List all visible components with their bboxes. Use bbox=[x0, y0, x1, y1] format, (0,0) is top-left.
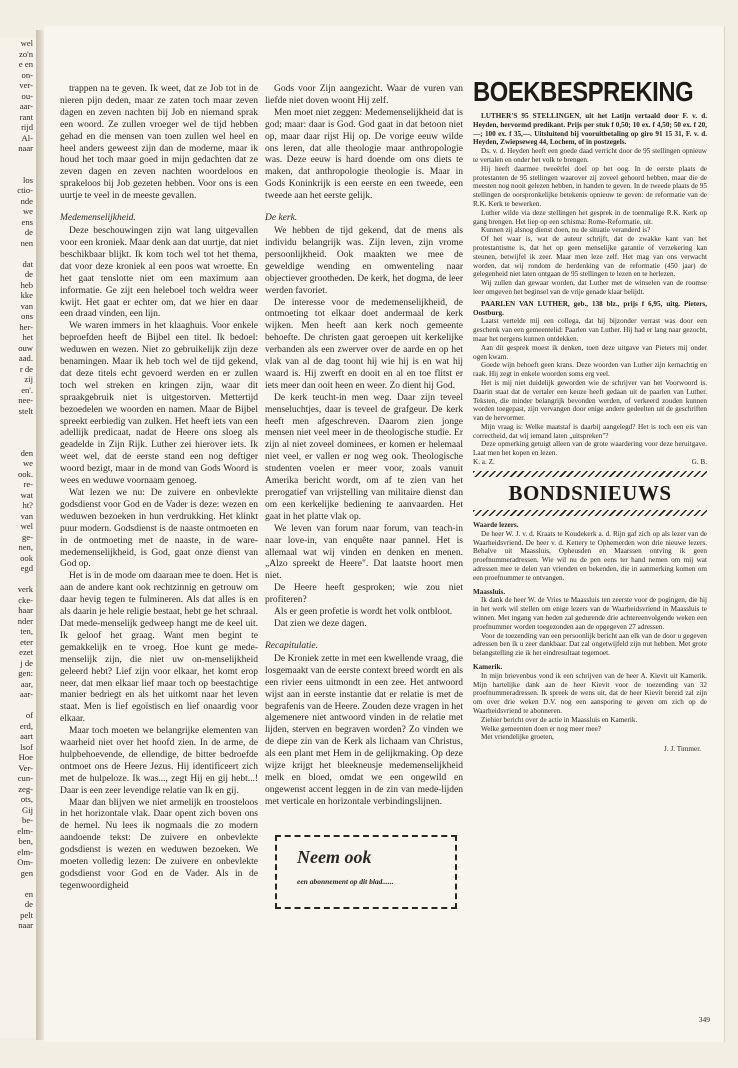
advert-tagline: een abonnement op dit blad...... bbox=[297, 876, 394, 886]
review-paragraph: Kunnen zij alsnog dienst doen, nu de situatie veranderd is? bbox=[481, 226, 651, 235]
previous-page-fragment: Om- bbox=[17, 857, 33, 867]
review-paragraph: Hij heeft daarmee tweeërlei doel op het oog. In de eerste plaats de protestanten de 95 stellingen waarover zij zoveel gehoord hebben, maar die de meesten nog nooit gelezen hebben, in handen te geven. In de tweede plaats de 95 stellingen de oorspronkelijke betekenis opnieuw te geven: de reformatie van de R.K. Kerk te bewerken. bbox=[473, 164, 707, 208]
review-paragraph: Of het waar is, wat de auteur schrijft, dat de zwakke kant van het protestantisme is, dat het op geen menselijke garantie of verzekering kan steunen, betwijfel ik zeer. Maar men leze zelf. Het mag van ons verwacht worden, dat wij rondom de herdenking van de reformatie (450 jaar) de gelegenheid niet laten ontgaan de 95 stellingen te lezen en te herlezen. bbox=[473, 235, 707, 279]
book-gutter bbox=[36, 30, 44, 1040]
magazine-page bbox=[44, 26, 724, 1042]
previous-page-fragment bbox=[0, 416, 36, 427]
previous-page-fragment: aart bbox=[20, 731, 33, 741]
previous-page-fragment: erd, bbox=[19, 720, 33, 731]
previous-page-fragment: ver- bbox=[19, 80, 33, 90]
previous-page-fragment bbox=[0, 700, 36, 711]
previous-page-fragment: ten, bbox=[20, 626, 33, 636]
previous-page-fragment: rant bbox=[19, 111, 33, 122]
previous-page-fragment bbox=[0, 164, 36, 175]
previous-page-fragment: ots, bbox=[20, 794, 33, 804]
article-paragraph: Men moet niet zeggen: Medemenselijkheid dat is god; maar: daar is God. God gaat in dat betoon niet op, maar daar rijst Hij op. De vorige eeuw wilde ons leren, dat alle theologie maar anthropologie was. Deze eeuw is hard doende om ons diets te maken, dat anthropologie theologie is. Maar in Gods Koninkrijk is een eerste en een tweede, een tweede aan het eerste gelijk. bbox=[265, 107, 463, 202]
previous-page-fragment: ouw bbox=[18, 342, 33, 353]
previous-page-fragment: of bbox=[25, 710, 33, 720]
previous-page-fragment: ht? bbox=[22, 500, 33, 510]
article-paragraph: De Kroniek zette in met een kwellende vraag, die losgemaakt van de eerste context breed wordt en als een rivier eens uitmondt in een zee. Het antwoord wijst aan in eerste instantie dat er relatie is met de begrafenis van de Heere. Zouden deze vragen in het algemenere niet antwoord vinden in de relatie met lijden, sterven en begraven worden? Zo vinden we de diepe zin van de Kerk als lichaam van Christus, als een plant met Hem in de gelijkmaking. Op deze wijze krijgt het bleekneusje medemenselijkheid melk en bloed, omdat we een ongewild en ongewenst accent leggen in de zin van mede-lijden met verticale en horizontale verbindingslijnen. bbox=[265, 653, 463, 807]
decorative-rule-top bbox=[473, 471, 707, 477]
previous-page-fragment: haar bbox=[18, 605, 33, 615]
previous-page-fragment: en'. bbox=[21, 384, 33, 395]
previous-page-fragment: zij bbox=[24, 374, 33, 384]
column-3 bbox=[473, 76, 707, 754]
previous-page-fragment: zeg- bbox=[18, 783, 33, 794]
article-paragraph: Deze beschouwingen zijn wat lang uitgevallen voor een kroniek. Maar denk aan dat uurtje, dat niet beschikbaar blijkt. Ik kom toch wel tot het thema, dat voor deze kroniek al een poos wat wroette. En het gaat tenslotte niet om een maximum aan informatie. Ge zijt een heleboel toch weldra weer kwijt. Het gaat er echter om, dat we hier en daar een draad vinden, een lijn. bbox=[60, 226, 258, 320]
previous-page-fragment: ezet bbox=[19, 647, 33, 657]
column-2 bbox=[265, 84, 463, 909]
previous-page-fragment: we bbox=[22, 458, 33, 468]
article-paragraph: De kerk teucht-in men weg. Daar zijn teveel menseluchtjes, daar is teveel de grafgeur. De kerk heeft men afgeschreven. Daarom zien jonge mensen niet veel meer in de theologische studie. Er zijn al niet zoveel dominees, er komen er helemaal niet veel, er vallen er nog weg ook. Theologische studenten voelen er meer voor, zoals vanuit Amerika bericht wordt, om af te zien van het prerogatief van vrijstelling van militaire dienst dan om een kerkelijke bediening te aanvaarden. Het gaat in het platte vlak op. bbox=[265, 392, 463, 522]
previous-page-fragment: dat bbox=[22, 258, 33, 269]
article-paragraph: We leven van forum naar forum, van teach-in naar love-in, van enquête naar pannel. Het is allemaal wat wij vinden en denken en menen. „Alzo spreekt de Heere". Dat laatste hoort men niet. bbox=[265, 523, 463, 582]
previous-page-fragment: ens bbox=[21, 216, 33, 227]
previous-page-fragment: gen: bbox=[18, 668, 33, 678]
previous-page-fragment: aad. bbox=[18, 353, 33, 363]
previous-page-fragment: we bbox=[22, 206, 33, 216]
previous-page-fragment bbox=[0, 427, 36, 438]
news-paragraph: In mijn brievenbus vond ik een schrijven van de heer A. Kievit uit Kamerik. Mijn hartelijke dank aan de heer Kievit voor de toezending van 32 proefnummeradressen. Ik spreek de wens uit, dat de heer Kievit bereid zal zijn om over drie weken D.V. nog een aansporing te geven om zich op de Waarheidsvriend te abonneren. bbox=[473, 671, 707, 716]
previous-page-fragment: stelt bbox=[18, 405, 33, 416]
previous-page-fragment: ou- bbox=[21, 90, 33, 101]
signature-right: G. B. bbox=[691, 458, 707, 467]
previous-page-fragment: ons bbox=[21, 311, 33, 321]
previous-page-fragment: en bbox=[24, 888, 33, 899]
signature-left: K. a. Z. bbox=[473, 458, 495, 467]
closing-signature: J. J. Timmer. bbox=[664, 745, 701, 754]
previous-page-fragment: elm- bbox=[17, 825, 33, 836]
previous-page-fragment: het bbox=[22, 332, 33, 342]
news-paragraph: Met vriendelijke groeten, bbox=[481, 733, 554, 742]
subheading-kamerik: Kamerik. bbox=[473, 663, 503, 672]
review-paragraph: Wij zullen dan gewaar worden, dat Luther met de winselen van de roomse leer omgeven het beginsel van de vrije genade klaar belijdt. bbox=[473, 279, 707, 296]
previous-page-fragment: wat bbox=[20, 489, 33, 500]
previous-page-fragment bbox=[0, 574, 36, 585]
review-paragraph: Deze opmerking getuigt alleen van de grote waardering voor deze heruitgave. Laat men het kopen en lezen. bbox=[473, 440, 707, 458]
previous-page-fragment: lsof bbox=[20, 741, 33, 752]
previous-page-fragment: be- bbox=[22, 815, 33, 825]
article-paragraph: Het is in de mode om daaraan mee te doen. Het is aan de andere kant ook rechtzinnig en getrouw om daar hevig tegen te fulmineren. Als dat alles is en als daarin je hele religie bestaat, hebt ge het schraal. Dat mede-menselijk gedweep hangt me de keel uit. Ik geloof het graag. Want men begint te gemakkelijk en te vroeg. Hoe kunt ge mede-menselijk zijn, die niet uw on-menselijkheid geleerd hebt? Lief zijn voor elkaar, het komt erop neer, dat men elkaar lief maar toch op beestachtige manier bedriegt en als het uitkomt naar het leven staat. Men is lief egoïstisch en lief onaardig voor elkaar. bbox=[60, 571, 258, 725]
previous-page-fragment: van bbox=[20, 510, 33, 521]
boekbespreking-title: BOEKBESPREKING bbox=[473, 76, 694, 107]
article-paragraph: De Heere heeft gesproken; wie zou niet profiteren? bbox=[265, 583, 463, 606]
review-2-header: PAARLEN VAN LUTHER, geb., 138 blz., prijs f 6,95, uitg. Pieters, Oostburg. bbox=[473, 299, 707, 317]
previous-page-fragment: ge- bbox=[22, 531, 33, 542]
previous-page-fragment: zo'n bbox=[19, 48, 33, 59]
news-paragraph: Ik dank de heer W. de Vries te Maassluis ten zeerste voor de pogingen, die hij in het werk wil stellen om enige lezers van de Waarheidsvriend in Maassluis te winnen. Met ingang van heden zal gedurende drie achtereenvolgende weken een proefnummer worden toegezonden aan de opgegeven 27 adressen. bbox=[473, 596, 707, 631]
news-paragraph: Voor de toezending van een persoonlijk bericht aan elk van de door u gegeven adressen ben ik u zeer dankbaar. Dat zal ongetwijfeld zijn nut hebben. Met grote belangstelling zie ik het eindresultaat tegemoet. bbox=[473, 631, 707, 658]
section-heading-de-kerk: De kerk. bbox=[265, 213, 298, 224]
previous-page-fragment: Ver- bbox=[18, 762, 33, 773]
advert-headline: Neem ook bbox=[297, 846, 372, 867]
previous-page-fragment: eter bbox=[20, 636, 33, 647]
review-paragraph: Aan dit gesprek moest ik denken, toen deze uitgave van Pieters mij onder ogen kwam. bbox=[473, 343, 707, 361]
previous-page-fragment bbox=[0, 437, 36, 448]
previous-page-fragment: ook. bbox=[17, 468, 33, 479]
previous-page-fragment bbox=[0, 878, 36, 889]
previous-page-fragment: re- bbox=[23, 479, 33, 489]
previous-page-fragment: naar bbox=[18, 920, 33, 930]
subheading-maassluis: Maassluis. bbox=[473, 587, 506, 596]
article-paragraph: Maar dan blijven we niet armelijk en troosteloos in het horizontale vlak. Daar opent zich boven ons de hemel. Nu lees ik nogmaals die zo modern aandoende tekst: De zuivere en onbevlekte godsdienst is wezen en weduwen bezoeken. We moeten volledig lezen: De zuivere en onbevlekte godsdienst voor God en de Vader. Als in de tegenwoordigheid bbox=[60, 797, 258, 891]
previous-page-fragment: r de bbox=[19, 363, 33, 374]
previous-page-fragment: elm- bbox=[17, 846, 33, 857]
previous-page-fragment: e en bbox=[18, 59, 33, 69]
article-paragraph: Maar toch moeten we belangrijke elementen van waarheid niet over het hoofd zien. In de arme, de hulpbehoevende, de ellendige, de bitter bedroefde ontmoet ons de Heere Jezus. Hij identificeert zich met de hulpeloze. Ik was..., zegt Hij en gij hebt...! Daar is een zeer levendige relatie van Ik en gij. bbox=[60, 726, 258, 796]
article-paragraph: Dat zien we deze dagen. bbox=[274, 618, 367, 629]
subheading-waarde-lezers: Waarde lezers. bbox=[473, 521, 519, 530]
previous-page-fragment: de bbox=[24, 227, 33, 237]
section-heading-recapitulatie: Recapitulatie. bbox=[265, 640, 319, 651]
article-paragraph: We waren immers in het klaaghuis. Voor enkele beproefden heeft de Bijbel een titel. Ik bedoel: weduwen en wezen. Niet zo gebruikelijk zijn deze benamingen. Maar ik heb toch wel de tijd gekend, dat deze titels echt gevoerd werden en er zullen toch wel streken en kringen zijn, waar dit spraakgebruik niet is uitgestorven. Mettertijd bezoedelen we woorden en namen. Maar de Bijbel spreekt eerbiedig van zulken. Het heeft iets van een adellijk predicaat, nadat de Heere ons sloeg als geadelde in Zijn Rijk. Luther zei hierover iets. Ik weet wel, dat de eerste stand een nog deftiger woord bezigt, maar in de mond van Gods Woord is wees en weduwe voornaam genoeg. bbox=[60, 321, 258, 487]
previous-page-fragment: cun- bbox=[17, 773, 33, 783]
review-paragraph: Goede wijn behoeft geen krans. Deze woorden van Luther zijn kernachtig en raak. Hij zegt in enkele woorden soms erg veel. bbox=[473, 361, 707, 379]
previous-page-fragment: van bbox=[20, 300, 33, 311]
review-paragraph: Mijn vraag is: Welke maatstaf is daarbij aangelegd? Het is toch een eis van correctheid, dat wij iemand laten „uitspreken"? bbox=[473, 422, 707, 440]
previous-page-fragment: den bbox=[20, 447, 33, 458]
bondsnieuws-title: BONDSNIEUWS bbox=[508, 481, 672, 506]
previous-page-fragment: nee- bbox=[18, 395, 33, 405]
previous-page-fragment: pelt bbox=[20, 909, 33, 920]
news-paragraph: De heer W. J. v. d. Kraats te Koudekerk a. d. Rijn gaf zich op als lezer van de Waarheidsvriend. De heer v. d. Kettery te Ophemerden won drie nieuwe lezers. Behalve uit Maassluis, Opheusden en Maarssen ontving ik geen proefnummeradressen. Wie wil nu de pen eens ter hand nemen om mij wat adressen mee te delen van vrienden en bekenden, die in aanmerking komen om een proefnummer te ontvangen. bbox=[473, 529, 707, 582]
review-paragraph: Laatst vertelde mij een collega, dat hij bijzonder verrast was door een geschenk van een gemeentelid: Paarlen van Luther. Hij had er lang naar gezocht, maar het nergens kunnen ontdekken. bbox=[473, 317, 707, 343]
review-signatures bbox=[473, 458, 707, 467]
previous-page-fragment: wel bbox=[20, 521, 33, 531]
previous-page-fragment: heb bbox=[20, 279, 33, 290]
previous-page-fragment: de bbox=[24, 899, 33, 909]
news-paragraph: Welke gemeenten doen er nog meer mee? bbox=[481, 724, 601, 733]
article-paragraph: Gods voor Zijn aangezicht. Waar de vuren van liefde niet doven woont Hij zelf. bbox=[265, 84, 463, 106]
previous-page-fragment: egd bbox=[20, 563, 33, 573]
previous-page-fragment: cke- bbox=[18, 594, 33, 605]
previous-page-fragment: rijd bbox=[21, 122, 33, 132]
article-paragraph: Als er geen profetie is wordt het volk ontbloot. bbox=[274, 607, 453, 618]
page-number: 349 bbox=[698, 1015, 710, 1024]
review-paragraph: Het is mij niet duidelijk geworden wie de schrijver van het Voorwoord is. Daarin staat dat de vertaler een keuze heeft gedaan uit de paarlen van Luther. Teksten, die minder belangrijk bevonden werden, of verkeerd zouden kunnen worden toegepast, zijn vervangen door enige andere gedeelten uit de geschriften van de hervormer. bbox=[473, 378, 707, 423]
section-heading-medemenselijkheid: Medemenselijkheid. bbox=[60, 213, 136, 224]
article-paragraph: De interesse voor de medemenselijkheid, de ontmoeting tot elkaar doet andermaal de kerk wijken. Men heeft aan kerk noch gemeente behoefte. De christen gaat geroepen uit kerkelijke verbanden als een zwerver over de aarde en op het vlak van al de dag toont hij wie hij is en wat hij waard is. Hij zwerft en dooit en al en toe flitst er iets meer dan ooit heen en weer. Zo dient hij God. bbox=[265, 297, 463, 391]
article-paragraph: We hebben de tijd gekend, dat de mens als individu belangrijk was. Zijn leven, zijn vrome persoonlijkheid. Ook maakten we mee de geweldige wending en omwenteling naar objectiever grootheden. De kerk, het dogma, de leer werden favoriet. bbox=[265, 226, 463, 296]
previous-page-fragment: los bbox=[22, 174, 33, 185]
previous-page-fragment: nder bbox=[17, 615, 33, 626]
article-paragraph: Wat lezen we nu: De zuivere en onbevlekte godsdienst voor God en de Vader is deze: wezen en weduwen bezoeken in hun verdrukking. Het klinkt puur modern. Godsdienst is de naaste ontmoeten en in de ontmoeting met de naaste, in de ware-medemenselijkheid, is God, gaat onze dienst van God op. bbox=[60, 488, 258, 570]
previous-page-fragment: nen bbox=[20, 237, 33, 248]
previous-page-fragment: ook bbox=[20, 552, 33, 563]
previous-page-fragment: wel bbox=[20, 38, 33, 48]
subscription-advert bbox=[275, 835, 457, 909]
news-paragraph: Ziehier bericht over de actie in Maassluis en Kamerik. bbox=[481, 715, 638, 724]
previous-page-edge bbox=[0, 38, 37, 1038]
previous-page-fragment: ben, bbox=[18, 836, 33, 846]
previous-page-fragment: gen bbox=[20, 867, 33, 878]
review-paragraph: Luther wilde via deze stellingen het gesprek in de toenmalige R.K. Kerk op gang brengen. Het liep op een schisma: Rome-Reformatie, uit. bbox=[473, 208, 707, 226]
previous-page-fragment bbox=[0, 248, 36, 259]
previous-page-fragment: nen, bbox=[18, 542, 33, 552]
previous-page-fragment: ctio- bbox=[17, 185, 33, 195]
previous-page-fragment: Hoe bbox=[18, 752, 33, 762]
previous-page-fragment: kke bbox=[20, 290, 33, 300]
previous-page-fragment: Al- bbox=[21, 132, 33, 143]
previous-page-fragment: nde bbox=[20, 195, 33, 206]
previous-page-fragment: naar bbox=[18, 143, 33, 153]
previous-page-fragment: on- bbox=[21, 69, 33, 80]
previous-page-fragment: aar, bbox=[20, 678, 33, 689]
decorative-rule-bottom bbox=[473, 510, 707, 516]
previous-page-fragment: aar- bbox=[19, 689, 33, 699]
column-1 bbox=[60, 84, 258, 893]
article-paragraph: trappen na te geven. Ik weet, dat ze Job tot in de nieren pijn deden, maar ze zaten toch maar zeven dagen en zeven nachten bij Job en niemand sprak een woord. Ze zullen vroeger wel de tijd hebben gehad en die mensen van toen zullen wel heel en heel anders geweest zijn dan de moderne, maar ik houd het toch maar goed in mijn gedachten dat ze zeven dagen en zeven nachten woordeloos en sprakeloos bij Job gezeten hebben. Voor ons is een uurtje te veel in de meeste gevallen. bbox=[60, 84, 258, 202]
review-paragraph: Ds. v. d. Heyden heeft een goede daad verricht door de 95 stellingen opnieuw te vertalen en onder het volk te brengen. bbox=[473, 147, 707, 164]
previous-page-fragment: Gij bbox=[22, 804, 33, 815]
previous-page-fragment: de bbox=[24, 269, 33, 279]
previous-page-fragment: verk bbox=[17, 584, 33, 594]
previous-page-fragment: aar- bbox=[19, 101, 33, 111]
previous-page-fragment: j de bbox=[20, 657, 33, 668]
review-1-header: LUTHER'S 95 STELLINGEN, uit het Latijn vertaald door F. v. d. Heyden, hervormd predikant. Prijs per stuk f 0,50; 10 ex. f 4,50; 50 ex. f 20,—; 100 ex. f 35,—. Uitsluitend bij vooruitbetaling op giro 91 15 31, F. v. d. Heyden, Zwiepseweg 44, Lochem, of in postzegels. bbox=[473, 112, 707, 147]
previous-page-fragment bbox=[0, 154, 36, 165]
previous-page-fragment: her- bbox=[19, 321, 33, 332]
